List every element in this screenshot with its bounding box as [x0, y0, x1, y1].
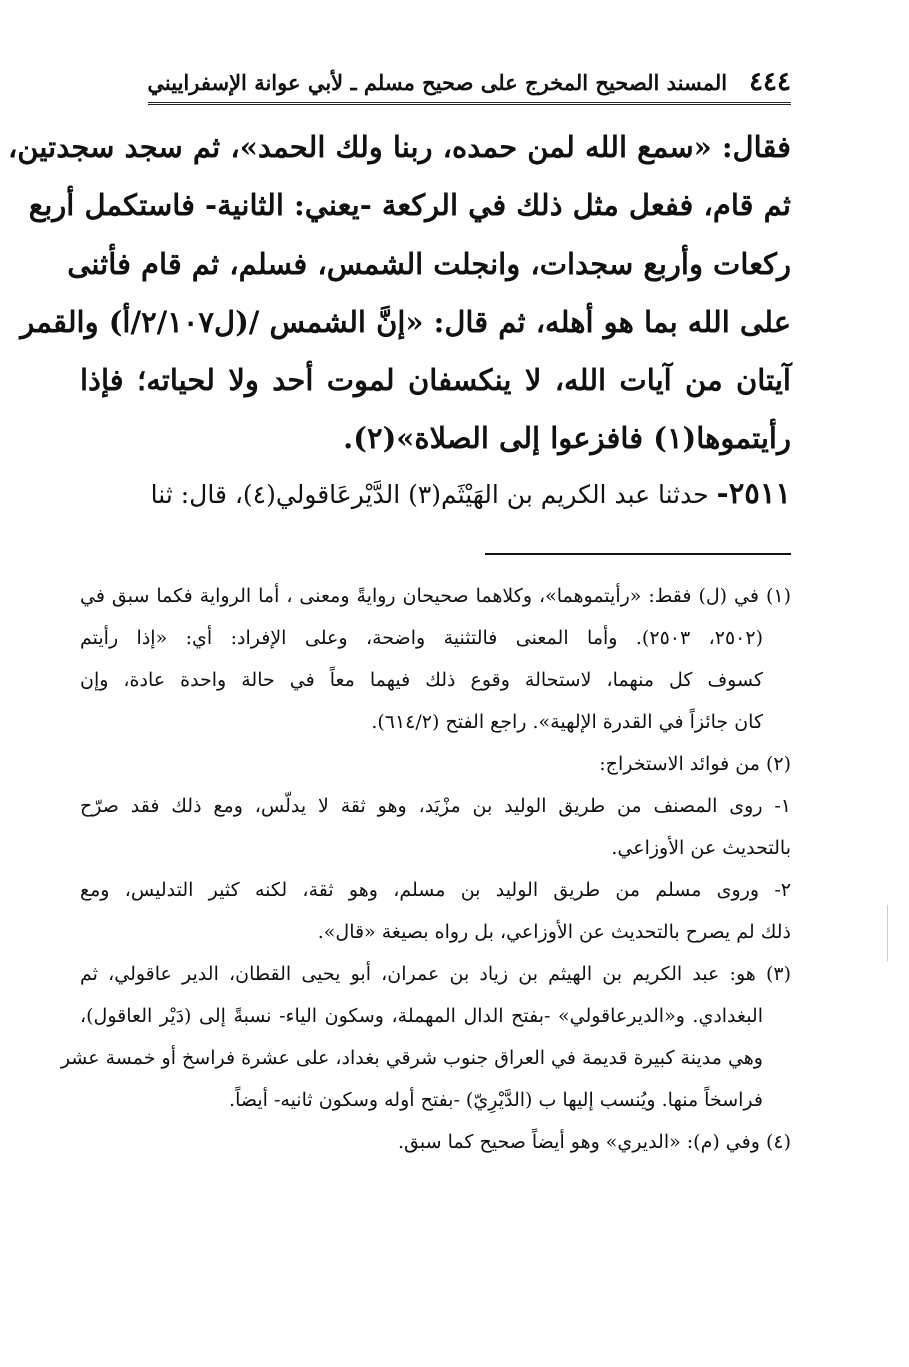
footnote-line: ٢- وروى مسلم من طريق الوليد بن مسلم، وهو ثقة، لكنه كثير التدليس، ومع [80, 879, 791, 901]
footnote-line: (١) في (ل) فقط: «رأيتموهما»، وكلاهما صحيحان روايةً ومعنى ، أما الرواية فكما سبق في [80, 585, 791, 607]
main-text-line: آيتان من آيات الله، لا ينكسفان لموت أحد ولا لحياته؛ فإذا [80, 363, 791, 398]
hadith-number: ٢٥١١- [716, 476, 791, 510]
footnote-line: (٤) وفي (م): «الديري» وهو أيضاً صحيح كما سبق. [398, 1131, 791, 1153]
main-text [7, 118, 791, 468]
footnote-line: (٣) هو: عبد الكريم بن الهيثم بن زياد بن عمران، أبو يحيى القطان، الدير عاقولي، ثم [80, 963, 791, 985]
footnote-line: ١- روى المصنف من طريق الوليد بن مزْيَد، وهو ثقة لا يدلّس، ومع ذلك فقد صرّح [80, 795, 791, 817]
footnote-line: (٢٥٠٢، ٢٥٠٣). وأما المعنى فالتثنية واضحة، وعلى الإفراد: أي: «إذا رأيتم [80, 627, 764, 649]
hadith-text: حدثنا عبد الكريم بن الهَيْثَم(٣) الدَّيْرعَاقولي(٤)، قال: ثنا [150, 480, 709, 509]
scan-margin-line [887, 905, 888, 961]
main-text-line: رأيتموها(١) فافزعوا إلى الصلاة»(٢). [343, 421, 791, 456]
page-header [148, 62, 791, 105]
footnote-line: بالتحديث عن الأوزاعي. [611, 837, 791, 859]
footnote-line: كسوف كل منهما، لاستحالة وقوع ذلك فيهما معاً في حالة واحدة عادة، وإن [80, 669, 763, 691]
page-number: ٤٤٤ [749, 67, 791, 97]
main-text-line: فقال: «سمع الله لمن حمده، ربنا ولك الحمد»، ثم سجد سجدتين، [7, 130, 791, 164]
footnote-line: فراسخاً منها. ويُنسب إليها ب (الدَّيْرِيّ) -بفتح أوله وسكون ثانيه- أيضاً. [229, 1089, 763, 1111]
footnote-line: كان جائزاً في القدرة الإلهية». راجع الفتح (٦١٤/٢). [371, 711, 763, 733]
footnote-line: ذلك لم يصرح بالتحديث عن الأوزاعي، بل رواه بصيغة «قال». [317, 921, 791, 943]
footnote-line: البغدادي. و«الديرعاقولي» -بفتح الدال المهملة، وسكون الياء- نسبةً إلى (دَيْر العاقول)، [80, 1005, 763, 1027]
footnote-line: وهي مدينة كبيرة قديمة في العراق جنوب شرقي بغداد، على عشرة فراسخ أو خمسة عشر [60, 1047, 763, 1069]
main-text-line: على الله بما هو أهله، ثم قال: «إنَّ الشمس /(ل٢/١٠٧/أ) والقمر [20, 304, 791, 339]
hadith-start [80, 468, 791, 518]
footnote-separator [485, 553, 791, 555]
footnote-line: (٢) من فوائد الاستخراج: [599, 753, 791, 775]
main-text-line: ركعات وأربع سجدات، وانجلت الشمس، فسلم، ثم قام فأثنى [67, 246, 791, 281]
footnotes [60, 575, 791, 1163]
running-title: المسند الصحيح المخرج على صحيح مسلم ـ لأبي عوانة الإسفراييني [147, 69, 728, 95]
main-text-line: ثم قام، ففعل مثل ذلك في الركعة -يعني: الثانية- فاستكمل أربع [28, 188, 791, 223]
